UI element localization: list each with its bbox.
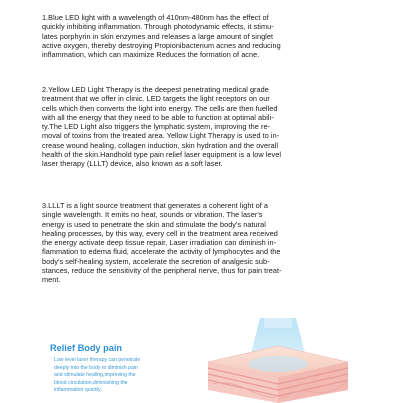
- promo-line: inflammation quickly.: [54, 387, 102, 393]
- text-line: single wavelength. It emits no heat, sounds or vibration. The laser's: [42, 210, 263, 220]
- text-line: with all the energy that they need to be able to function at optimal abili-: [42, 112, 274, 122]
- promo-line: deeply into the body to diminish pain: [54, 364, 138, 371]
- paragraph-blue-led: [42, 13, 364, 59]
- text-line: ment.: [42, 275, 61, 285]
- light-spot: [248, 356, 308, 372]
- text-line: body's self-healing system, accelerate the secretion of analgesic sub-: [42, 256, 270, 266]
- laser-device-tip: [264, 318, 292, 328]
- text-line: cells which then converts the light into energy. The cells are then fuelled: [42, 103, 278, 113]
- text-line: moval of toxins from the treated area. Yellow Light Therapy is used to in-: [42, 131, 280, 141]
- text-line: health of the skin.Handhold type pain relief laser equipment is a low level: [42, 150, 282, 160]
- text-line: healing processes, by this way, every cell in the treatment area received: [42, 228, 278, 238]
- text-line: inflammation, which can maximize Reduces the formation of acne.: [42, 50, 260, 60]
- text-line: treatment that we offer in clinic. LED targets the light receptors on our: [42, 94, 270, 104]
- text-line: the energy activate deep tissue repair, Laser irradiation can diminish in-: [42, 238, 277, 248]
- text-line: 2.Yellow LED Light Therapy is the deepest penetrating medical grade: [42, 85, 269, 94]
- skin-layers-illustration: [198, 318, 358, 403]
- text-line: flammation to edema fluid, accelerate the activity of lymphocytes and the: [42, 247, 281, 257]
- text-line: lates porphyrin in skin enzymes and releases a large amount of singlet: [42, 31, 274, 41]
- text-line: crease wound healing, collagen induction, skin hydration and the overall: [42, 140, 279, 150]
- text-line: energy is used to penetrate the skin and stimulate the body's natural: [42, 219, 266, 229]
- text-line: quickly inhibiting inflammation. Through photodynamic effects, it stimu-: [42, 22, 274, 32]
- promo-line: and stimulate healing,improving the: [54, 372, 136, 378]
- text-line: active oxygen, thereby destroying Propionibacterium acnes and reducing: [42, 40, 281, 50]
- promo-title: Relief Body pain: [50, 343, 122, 353]
- text-line: 3.LLLT is a light source treatment that generates a coherent light of a: [42, 201, 268, 210]
- text-line: ty.The LED Light also triggers the lymphatic system, improving the re-: [42, 122, 271, 132]
- paragraph-yellow-led: [42, 85, 364, 169]
- text-line: laser therapy (LLLT) device, also known as a soft laser.: [42, 159, 223, 169]
- text-line: stances, reduce the sensitivity of the peripheral nerve, thus for pain treat-: [42, 266, 282, 276]
- promo-description: [54, 357, 196, 395]
- text-line: 1.Blue LED light with a wavelength of 410nm-480nm has the effect of: [42, 13, 269, 22]
- paragraph-lllt: [42, 201, 364, 285]
- promo-line: Low level laser therapy can penetrate: [54, 357, 141, 363]
- promo-line: blood circulation,diminishing the: [54, 379, 128, 386]
